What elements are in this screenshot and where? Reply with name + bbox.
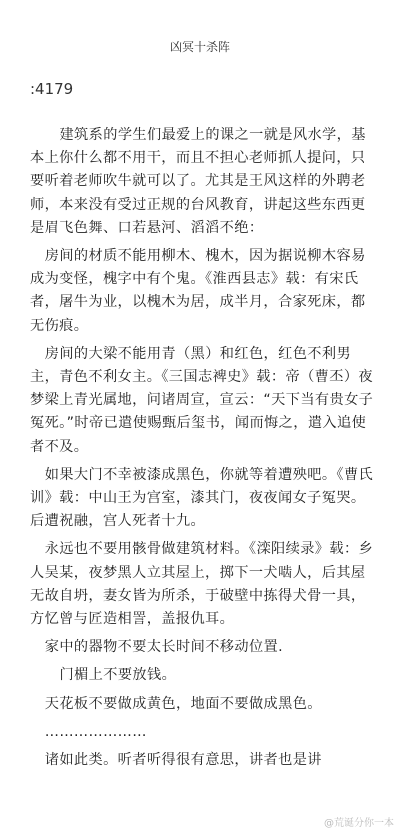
page-title: 凶冥十杀阵	[169, 40, 230, 54]
paragraph-2: 房间的材质不能用柳木、槐木，因为据说柳木容易成为变怪，槐字中有个鬼。《淮西县志》载：有宋氏者，屠牛为业，以槐木为居，成半月，合家死床，都无伤痕。	[30, 248, 366, 334]
paragraph-10: 诸如此类。听者听得很有意思，讲者也是讲	[30, 752, 322, 769]
paragraph-9: …………………	[30, 723, 147, 740]
paragraph-8: 天花板不要做成黄色，地面不要做成黑色。	[30, 695, 322, 712]
paragraph-4: 如果大门不幸被漆成黑色，你就等着遭殃吧。《曹氏训》载：中山王为宫室，漆其门，夜夜闻女子冤哭。后遭祝融，宫人死者十九。	[30, 466, 374, 530]
chapter-number: :4179	[30, 80, 74, 98]
paragraph-6: 家中的器物不要太长时间不移动位置.	[30, 639, 284, 656]
paragraph-7: 门楣上不要放钱。	[30, 667, 177, 684]
paragraph-3: 房间的大梁不能用青（黑）和红色，红色不利男主，青色不利女主。《三国志裨史》载：帝（曹丕）夜梦梁上青光属地，问诸周宣，宣云：“天下当有贵女子冤死。”时帝已遣使赐甄后玺书，闻而悔之，遣入追使者不及。	[30, 345, 374, 455]
watermark: @荒诞分你一本	[324, 818, 394, 829]
paragraph-5: 永远也不要用骸骨做建筑材料。《滦阳续录》载：乡人吴某，夜梦黑人立其屋上，掷下一犬啮人，后其屋无故自坍，妻女皆为所杀，于破壁中拣得犬骨一具，方忆曾与匠造相詈，盖报仇耳。	[30, 541, 374, 628]
paragraph-1: 建筑系的学生们最爱上的课之一就是风水学，基本上你什么都不用干，而且不担心老师抓人提问，只要听着老师吹牛就可以了。尤其是王风这样的外聘老师，本来没有受过正规的台风教育，讲起这些东西更是眉飞色舞、口若悬河、滔滔不绝：	[30, 127, 366, 236]
body-text	[30, 124, 380, 772]
